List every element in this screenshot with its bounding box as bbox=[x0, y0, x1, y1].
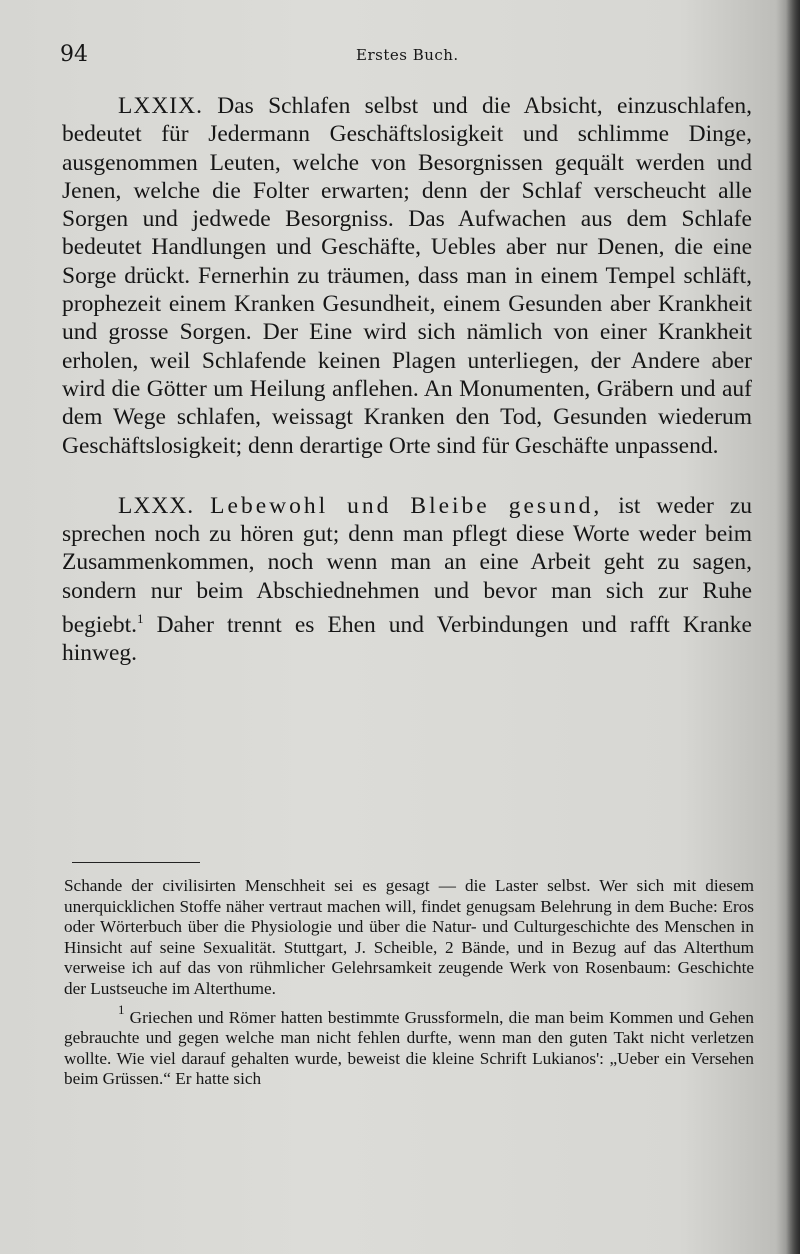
paragraph-text: Das Schlafen selbst und die Absicht, einzuschlafen, bedeutet für Jedermann Geschäftslosigkeit und schlimme Dinge, ausgenommen Leuten, welche von Besorgnissen gequält werden und Jenen, welche die Folter erwarten; denn der Schlaf verscheucht alle Sorgen und jedwede Besorgniss. Das Aufwachen aus dem Schlafe bedeutet Handlungen und Geschäfte, Uebles aber nur Denen, die eine Sorge drückt. Fernerhin zu träumen, dass man in einem Tempel schläft, prophezeit einem Kranken Gesundheit, einem Gesunden aber Krankheit und grosse Sorgen. Der Eine wird sich nämlich von einer Krankheit erholen, weil Schlafende keinen Plagen unterliegen, der Andere aber wird die Götter um Heilung anflehen. An Monumenten, Gräbern und auf dem Wege schlafen, weissagt Kranken den Tod, Gesunden wiederum Geschäftslosigkeit; denn derartige Orte sind für Geschäfte unpassend. bbox=[62, 93, 752, 459]
footnote-reference: 1 bbox=[137, 611, 144, 627]
paragraph-text: ist weder zu sprechen noch zu hören gut; denn man pflegt diese Worte weder beim Zusammenkommen, noch wenn man an eine Arbeit geht zu sagen, sondern nur beim Abschiednehmen und bevor man sich zur Ruhe begiebt. bbox=[62, 492, 753, 639]
page-header bbox=[60, 42, 750, 72]
section-numeral: LXXX. bbox=[118, 492, 195, 519]
footnote-marker: 1 bbox=[118, 1001, 125, 1017]
section-numeral: LXXIX. bbox=[118, 93, 203, 119]
footnote-continuation: Schande der civilisirten Menschheit sei es gesagt — die Laster selbst. Wer sich mit diesem unerquicklichen Stoffe näher vertraut machen will, findet genugsam Belehrung in dem Buche: Eros oder Wörterbuch über die Physiologie und über die Natur- und Culturgeschichte des Menschen in Hinsicht auf seine Sexualität. Stuttgart, J. Scheible, 2 Bände, und in Bezug auf das Alterthum verweise ich auf das von rühmlicher Gelehrsamkeit zeugende Werk von Rosenbaum: Geschichte der Lustseuche im Alterthume. bbox=[64, 876, 754, 998]
page-number: 94 bbox=[60, 42, 88, 67]
footnote-1 bbox=[64, 1000, 754, 1090]
footnotes bbox=[64, 876, 754, 1090]
paragraph-text-end: Daher trennt es Ehen und Verbindungen und rafft Kranke hinweg. bbox=[62, 612, 752, 667]
running-head: Erstes Buch. bbox=[356, 46, 459, 64]
footnote-text: Griechen und Römer hatten bestimmte Grussformeln, die man beim Kommen und Gehen gebrauchte und gegen welche man nicht fehlen durfte, wenn man den guten Takt nicht verletzen wollte. Wie viel darauf gehalten wurde, beweist die kleine Schrift Lukianos': „Ueber ein Versehen beim Grüssen.“ Er hatte sich bbox=[64, 1007, 755, 1089]
footnote-divider bbox=[72, 862, 200, 863]
paragraph-lxxix bbox=[62, 92, 752, 460]
spaced-phrase: Lebewohl und Bleibe gesund, bbox=[210, 492, 603, 519]
page-edge-shadow bbox=[786, 0, 800, 1254]
paragraph-lxxx bbox=[62, 492, 752, 668]
main-text bbox=[62, 92, 752, 668]
